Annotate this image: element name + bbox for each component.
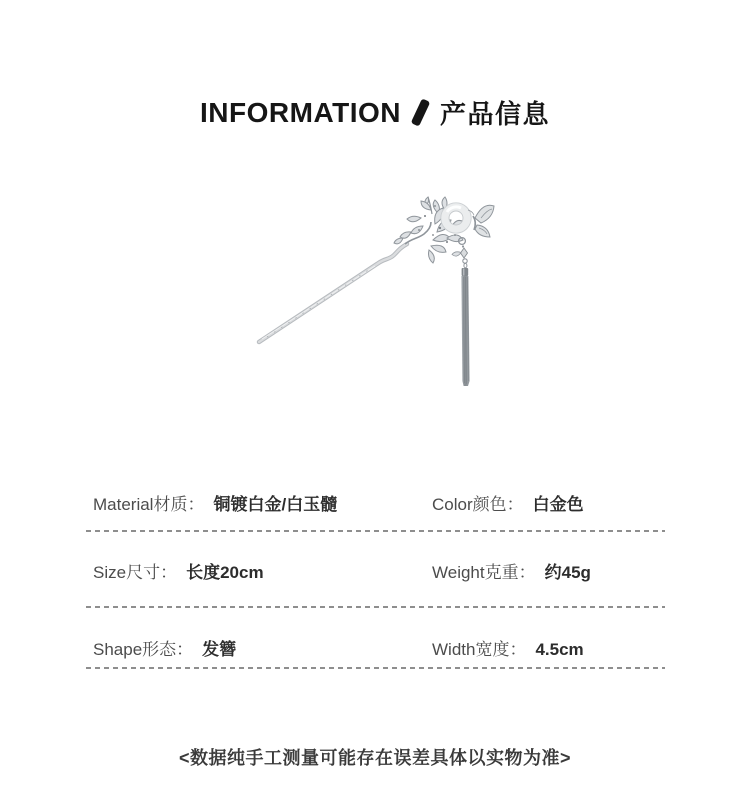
spec-material-value: 铜镀白金/白玉髓 bbox=[213, 495, 338, 514]
brush-stroke-slash-icon bbox=[411, 98, 431, 126]
jade-ring bbox=[441, 203, 471, 233]
spec-weight-value: 约45g bbox=[544, 563, 591, 582]
spec-width-value: 4.5cm bbox=[535, 640, 584, 659]
spec-size bbox=[93, 561, 264, 585]
dashed-divider bbox=[86, 667, 665, 669]
dashed-divider bbox=[86, 530, 665, 532]
spec-material-label: Material材质： bbox=[93, 495, 205, 514]
measurement-disclaimer: <数据纯手工测量可能存在误差具体以实物为准> bbox=[178, 748, 572, 768]
spec-color bbox=[432, 493, 584, 517]
spec-row-size-weight bbox=[85, 561, 665, 585]
product-image bbox=[225, 180, 535, 395]
spec-width bbox=[432, 638, 584, 662]
spec-material bbox=[93, 493, 337, 517]
title-english: INFORMATION bbox=[200, 96, 401, 128]
spec-color-label: Color颜色： bbox=[432, 495, 524, 514]
page-title bbox=[0, 94, 750, 131]
spec-size-value: 长度20cm bbox=[186, 563, 264, 582]
spec-weight-label: Weight克重： bbox=[432, 563, 536, 582]
spec-size-label: Size尺寸： bbox=[93, 563, 178, 582]
spec-shape-value: 发簪 bbox=[202, 640, 237, 659]
dashed-divider bbox=[86, 606, 665, 608]
title-chinese: 产品信息 bbox=[439, 99, 550, 129]
spec-weight bbox=[432, 561, 591, 585]
spec-color-value: 白金色 bbox=[532, 495, 584, 514]
butterfly-ornament bbox=[468, 205, 494, 237]
tassel-dangle bbox=[452, 238, 470, 386]
spec-row-shape-width bbox=[85, 638, 665, 662]
spec-row-material-color bbox=[85, 493, 665, 517]
hairpin-stick bbox=[259, 244, 407, 342]
spec-shape-label: Shape形态： bbox=[93, 640, 194, 659]
spec-shape bbox=[93, 638, 236, 662]
spec-width-label: Width宽度： bbox=[432, 640, 527, 659]
